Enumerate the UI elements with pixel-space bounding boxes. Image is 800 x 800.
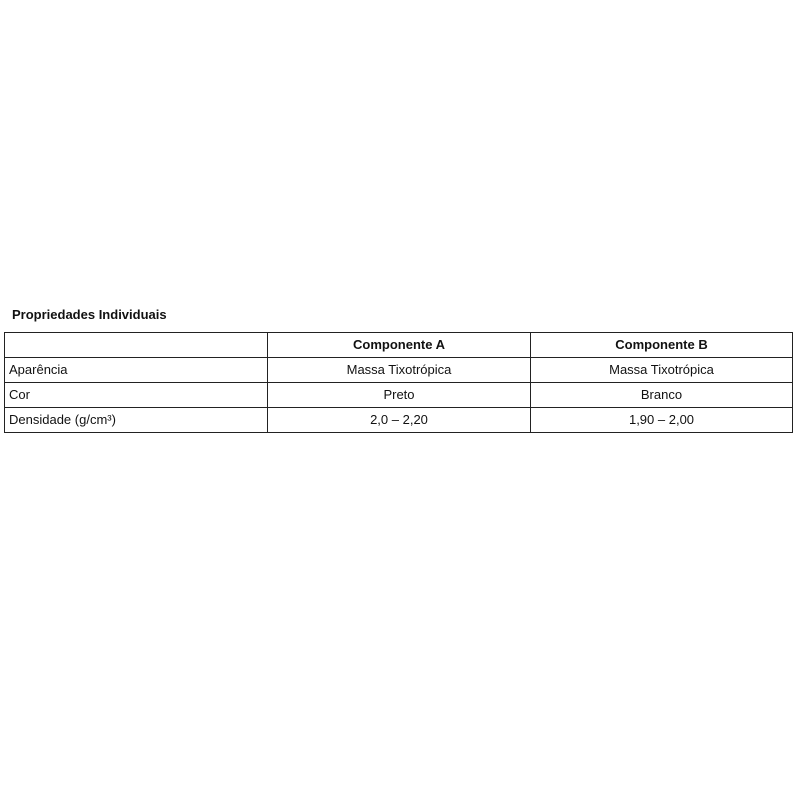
cell-cor-b: Branco: [531, 383, 793, 408]
row-label-densidade: Densidade (g/cm³): [5, 408, 268, 433]
properties-section: [4, 307, 792, 433]
row-label-aparencia: Aparência: [5, 358, 268, 383]
table-row: [5, 358, 793, 383]
cell-aparencia-a: Massa Tixotrópica: [268, 358, 531, 383]
section-title: Propriedades Individuais: [12, 307, 167, 322]
cell-densidade-b: 1,90 – 2,00: [531, 408, 793, 433]
table-header-row: [5, 333, 793, 358]
header-componente-a: Componente A: [268, 333, 531, 358]
header-componente-b: Componente B: [531, 333, 793, 358]
cell-densidade-a: 2,0 – 2,20: [268, 408, 531, 433]
row-label-cor: Cor: [5, 383, 268, 408]
table-row: [5, 383, 793, 408]
header-empty-cell: [5, 333, 268, 358]
properties-table: [4, 332, 793, 433]
cell-aparencia-b: Massa Tixotrópica: [531, 358, 793, 383]
cell-cor-a: Preto: [268, 383, 531, 408]
table-row: [5, 408, 793, 433]
